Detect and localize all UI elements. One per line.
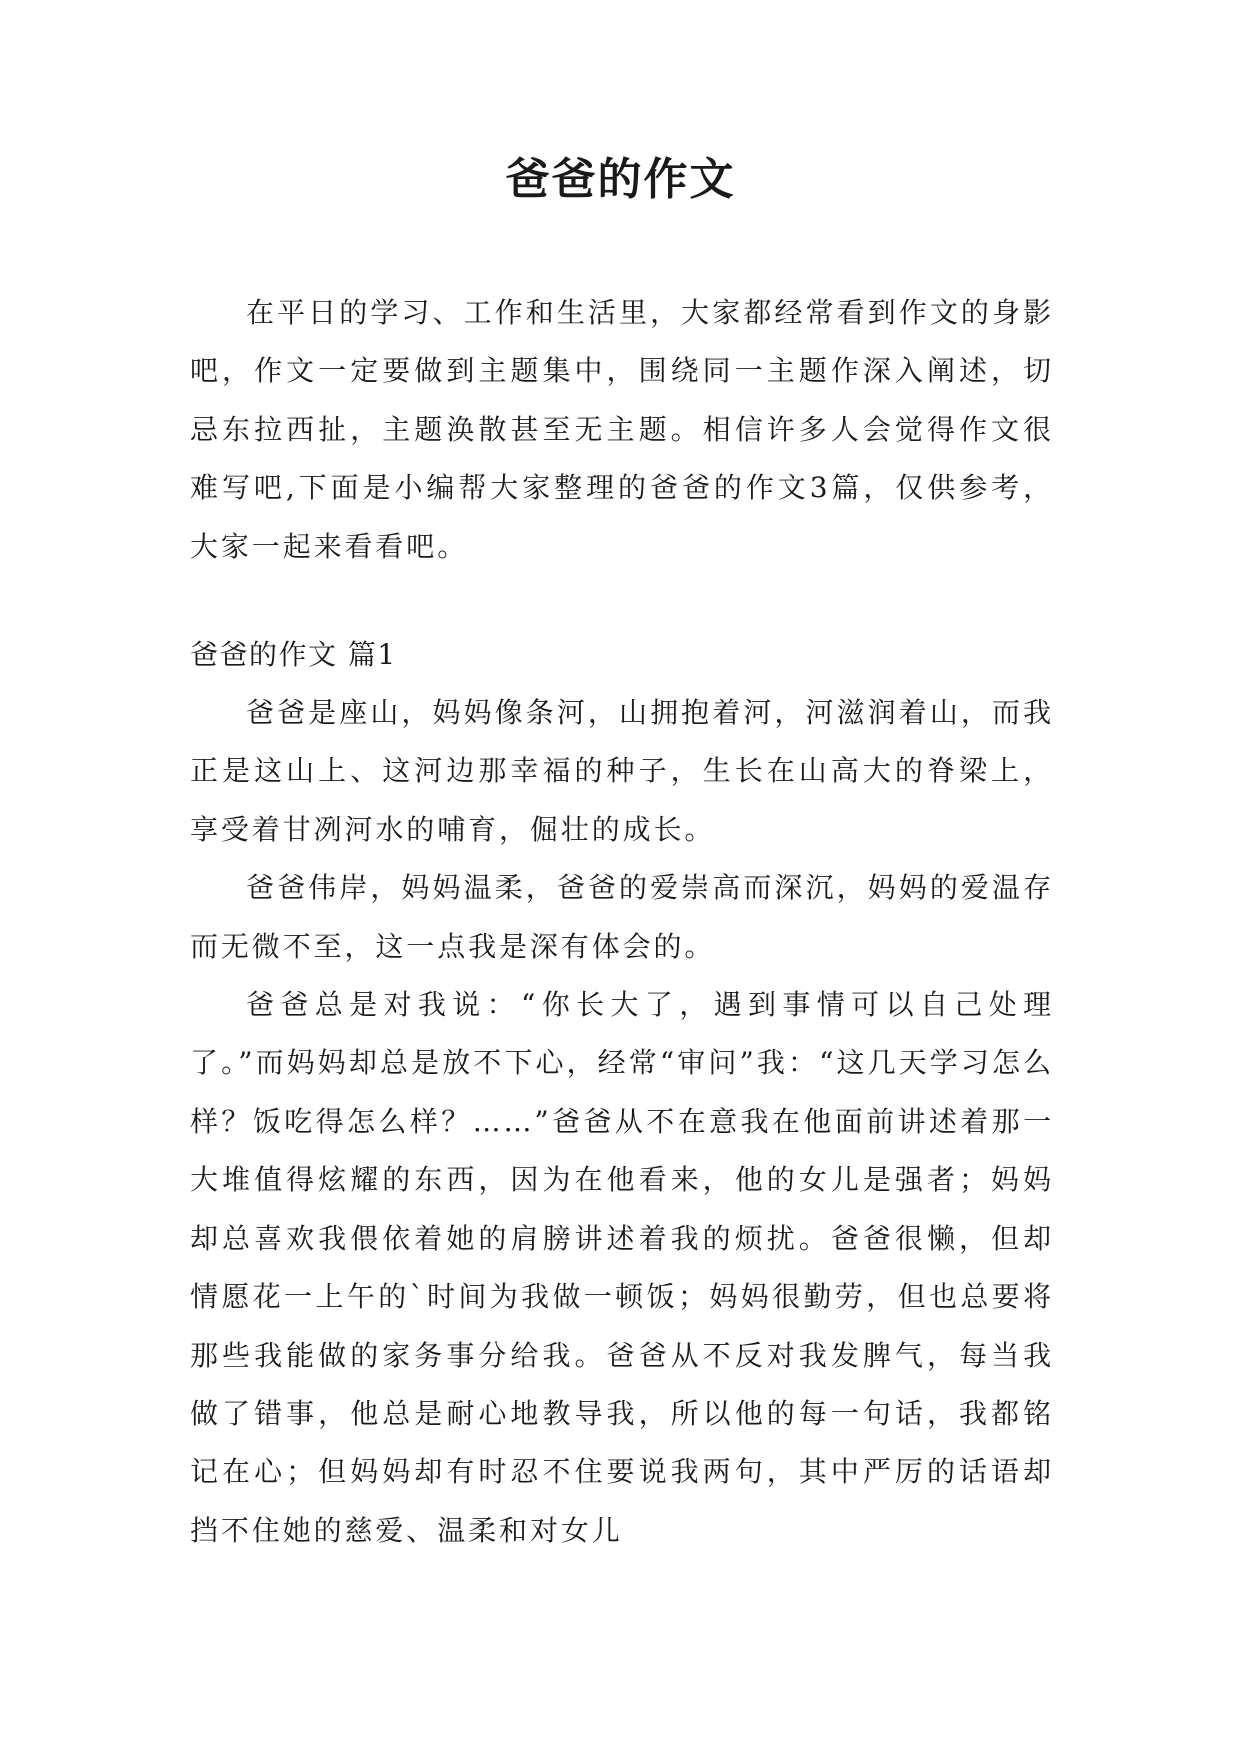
body-paragraph-1: 爸爸是座山，妈妈像条河，山拥抱着河，河滋润着山，而我正是这山上、这河边那幸福的种子，生长在山高大的脊梁上，享受着甘冽河水的哺育，倔壮的成长。 bbox=[190, 696, 1054, 846]
intro-paragraph: 在平日的学习、工作和生活里，大家都经常看到作文的身影吧，作文一定要做到主题集中，围绕同一主题作深入阐述，切忌东拉西扯，主题涣散甚至无主题。相信许多人会觉得作文很难写吧,下面是小编帮大家整理的爸爸的作文3篇，仅供参考，大家一起来看看吧。 bbox=[190, 296, 1054, 563]
document-title: 爸爸的作文 bbox=[505, 154, 736, 205]
body-paragraph-3: 爸爸总是对我说：“你长大了，遇到事情可以自己处理了。”而妈妈却总是放不下心，经常“审问”我：“这几天学习怎么样？饭吃得怎么样？……”爸爸从不在意我在他面前讲述着那一大堆值得炫耀的东西，因为在他看来，他的女儿是强者；妈妈却总喜欢我偎依着她的肩膀讲述着我的烦扰。爸爸很懒，但却情愿花一上午的`时间为我做一顿饭；妈妈很勤劳，但也总要将那些我能做的家务事分给我。爸爸从不反对我发脾气，每当我做了错事，他总是耐心地教导我，所以他的每一句话，我都铭记在心；但妈妈却有时忍不住要说我两句，其中严厉的话语却挡不住她的慈爱、温柔和对女儿 bbox=[190, 988, 1054, 1547]
document-body bbox=[190, 284, 1054, 1560]
section-heading: 爸爸的作文 篇1 bbox=[190, 638, 397, 672]
body-paragraph-2: 爸爸伟岸，妈妈温柔，爸爸的爱崇高而深沉，妈妈的爱温存而无微不至，这一点我是深有体会的。 bbox=[190, 871, 1054, 963]
